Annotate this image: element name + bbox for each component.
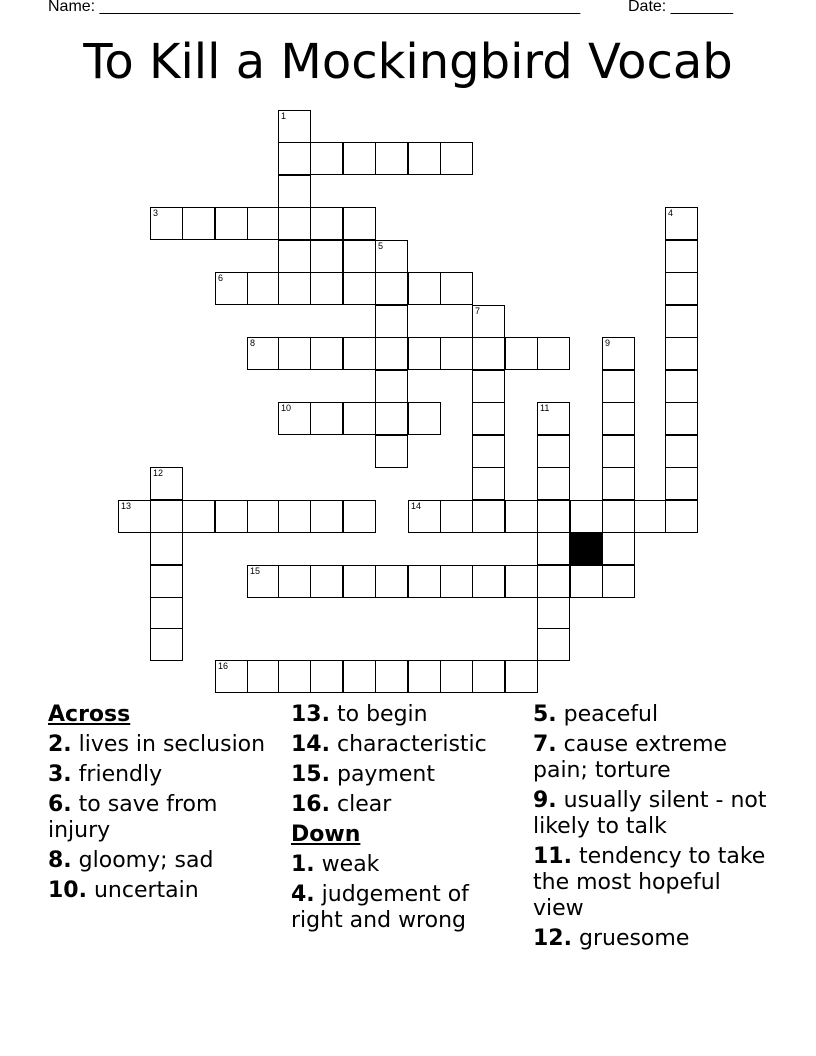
clue-number: 3 <box>153 208 159 218</box>
grid-cell[interactable] <box>472 337 505 370</box>
grid-cell[interactable] <box>665 337 698 370</box>
grid-cell[interactable] <box>665 500 698 533</box>
grid-cell[interactable] <box>665 402 698 435</box>
clue-number: 15 <box>250 566 261 576</box>
clue-down-12: 12. gruesome <box>533 926 690 951</box>
clue-number: 5 <box>378 241 384 251</box>
grid-cell[interactable] <box>537 532 570 565</box>
grid-cell[interactable] <box>150 532 183 565</box>
grid-cell[interactable] <box>310 240 343 273</box>
grid-cell[interactable] <box>278 272 311 305</box>
grid-cell[interactable] <box>375 435 408 468</box>
clue-number: 16 <box>218 661 229 671</box>
clue-number: 7 <box>475 306 481 316</box>
grid-cell[interactable] <box>278 240 311 273</box>
grid-cell[interactable] <box>150 500 183 533</box>
grid-cell[interactable] <box>310 207 343 240</box>
grid-cell[interactable] <box>215 660 248 693</box>
grid-cell[interactable] <box>247 337 280 370</box>
grid-cell[interactable] <box>505 500 538 533</box>
grid-cell[interactable] <box>537 500 570 533</box>
grid-cell[interactable] <box>278 402 311 435</box>
grid-cell[interactable] <box>472 565 505 598</box>
grid-cell[interactable] <box>665 467 698 500</box>
grid-cell[interactable] <box>375 240 408 273</box>
clue-number: 9 <box>605 338 611 348</box>
clue-column-1 <box>48 702 278 908</box>
grid-cell[interactable] <box>278 110 311 143</box>
grid-cell[interactable] <box>505 660 538 693</box>
clue-across-15: 15. payment <box>291 762 435 787</box>
grid-cell[interactable] <box>537 467 570 500</box>
grid-cell[interactable] <box>182 500 215 533</box>
grid-cell[interactable] <box>150 565 183 598</box>
clue-across-13: 13. to begin <box>291 702 428 727</box>
grid-cell[interactable] <box>537 435 570 468</box>
grid-cell[interactable] <box>278 500 311 533</box>
grid-cell[interactable] <box>505 565 538 598</box>
grid-cell[interactable] <box>408 272 441 305</box>
grid-cell[interactable] <box>278 337 311 370</box>
grid-cell[interactable] <box>472 435 505 468</box>
grid-cell[interactable] <box>505 337 538 370</box>
grid-cell[interactable] <box>343 240 376 273</box>
clue-number: 11 <box>540 403 550 413</box>
grid-cell[interactable] <box>310 500 343 533</box>
grid-cell[interactable] <box>472 660 505 693</box>
grid-cell[interactable] <box>537 337 570 370</box>
grid-cell[interactable] <box>665 435 698 468</box>
grid-cell[interactable] <box>602 467 635 500</box>
grid-cell[interactable] <box>665 272 698 305</box>
grid-cell[interactable] <box>570 565 603 598</box>
clue-down-4: 4. judgement of right and wrong <box>291 882 469 933</box>
grid-cell[interactable] <box>343 207 376 240</box>
across-heading: Across <box>48 702 131 727</box>
grid-cell[interactable] <box>343 142 376 175</box>
clue-column-2 <box>291 702 521 938</box>
grid-cell[interactable] <box>215 272 248 305</box>
clue-down-5: 5. peaceful <box>533 702 659 727</box>
name-field[interactable]: Name: ______________________________________________________ <box>48 0 581 15</box>
grid-cell[interactable] <box>602 435 635 468</box>
clue-number: 12 <box>153 468 164 478</box>
grid-cell[interactable] <box>247 207 280 240</box>
clue-number: 8 <box>250 338 256 348</box>
grid-cell[interactable] <box>634 500 667 533</box>
grid-cell[interactable] <box>343 565 376 598</box>
grid-cell[interactable] <box>343 660 376 693</box>
clue-across-16: 16. clear <box>291 792 392 817</box>
clue-number: 6 <box>218 273 224 283</box>
grid-cell[interactable] <box>310 272 343 305</box>
clue-number: 4 <box>668 208 674 218</box>
grid-cell[interactable] <box>278 565 311 598</box>
grid-cell[interactable] <box>408 660 441 693</box>
grid-cell[interactable] <box>602 402 635 435</box>
grid-cell[interactable] <box>537 628 570 661</box>
grid-cell[interactable] <box>440 337 473 370</box>
grid-cell[interactable] <box>375 272 408 305</box>
grid-cell[interactable] <box>182 207 215 240</box>
clue-down-9: 9. usually silent - not likely to talk <box>533 788 767 839</box>
grid-cell[interactable] <box>375 660 408 693</box>
grid-cell[interactable] <box>278 175 311 208</box>
clue-across-6: 6. to save from injury <box>48 792 218 843</box>
grid-cell[interactable] <box>602 565 635 598</box>
grid-cell[interactable] <box>570 500 603 533</box>
grid-cell[interactable] <box>408 142 441 175</box>
grid-cell[interactable] <box>150 207 183 240</box>
grid-cell[interactable] <box>602 532 635 565</box>
grid-cell[interactable] <box>537 565 570 598</box>
grid-cell[interactable] <box>310 660 343 693</box>
grid-cell[interactable] <box>408 402 441 435</box>
grid-cell[interactable] <box>440 500 473 533</box>
grid-cell[interactable] <box>472 305 505 338</box>
grid-cell[interactable] <box>247 500 280 533</box>
grid-cell[interactable] <box>408 565 441 598</box>
grid-cell[interactable] <box>343 272 376 305</box>
grid-cell[interactable] <box>278 142 311 175</box>
clue-down-7: 7. cause extreme pain; torture <box>533 732 728 783</box>
grid-cell[interactable] <box>665 240 698 273</box>
grid-cell[interactable] <box>247 565 280 598</box>
grid-cell[interactable] <box>310 402 343 435</box>
grid-cell[interactable] <box>602 370 635 403</box>
grid-cell[interactable] <box>440 272 473 305</box>
grid-cell[interactable] <box>537 402 570 435</box>
grid-cell[interactable] <box>440 142 473 175</box>
clue-number: 13 <box>121 501 132 511</box>
grid-cell[interactable] <box>310 565 343 598</box>
clue-across-3: 3. friendly <box>48 762 163 787</box>
clue-down-11: 11. tendency to take the most hopeful view <box>533 844 766 921</box>
clue-column-3 <box>533 702 773 956</box>
date-field[interactable]: Date: _______ <box>628 0 733 15</box>
grid-cell[interactable] <box>602 500 635 533</box>
grid-cell[interactable] <box>472 500 505 533</box>
down-heading: Down <box>291 822 361 847</box>
grid-cell[interactable] <box>310 142 343 175</box>
grid-cell[interactable] <box>472 402 505 435</box>
grid-cell[interactable] <box>150 597 183 630</box>
grid-cell[interactable] <box>375 142 408 175</box>
grid-cell[interactable] <box>472 370 505 403</box>
grid-cell[interactable] <box>343 337 376 370</box>
grid-cell[interactable] <box>278 207 311 240</box>
grid-cell[interactable] <box>247 660 280 693</box>
clue-across-8: 8. gloomy; sad <box>48 848 214 873</box>
grid-cell[interactable] <box>118 500 151 533</box>
clue-number: 14 <box>411 501 422 511</box>
page-title: To Kill a Mockingbird Vocab <box>83 34 733 90</box>
grid-cell[interactable] <box>375 305 408 338</box>
grid-cell[interactable] <box>343 500 376 533</box>
grid-cell[interactable] <box>375 402 408 435</box>
grid-cell[interactable] <box>408 500 441 533</box>
grid-cell[interactable] <box>150 628 183 661</box>
grid-cell[interactable] <box>247 272 280 305</box>
grid-cell[interactable] <box>310 337 343 370</box>
clue-across-10: 10. uncertain <box>48 878 199 903</box>
grid-cell[interactable] <box>665 207 698 240</box>
clue-across-14: 14. characteristic <box>291 732 487 757</box>
grid-cell[interactable] <box>215 207 248 240</box>
grid-cell[interactable] <box>537 597 570 630</box>
grid-cell[interactable] <box>375 337 408 370</box>
grid-cell[interactable] <box>150 467 183 500</box>
clue-number: 1 <box>281 111 287 121</box>
grid-cell[interactable] <box>408 337 441 370</box>
grid-cell[interactable] <box>602 337 635 370</box>
grid-cell[interactable] <box>375 565 408 598</box>
grid-cell[interactable] <box>278 660 311 693</box>
clue-number: 10 <box>281 403 292 413</box>
clue-across-2: 2. lives in seclusion <box>48 732 266 757</box>
grid-cell[interactable] <box>215 500 248 533</box>
grid-cell[interactable] <box>375 370 408 403</box>
grid-block <box>570 532 603 565</box>
grid-cell[interactable] <box>343 402 376 435</box>
grid-cell[interactable] <box>440 565 473 598</box>
grid-cell[interactable] <box>665 370 698 403</box>
clue-down-1: 1. weak <box>291 852 380 877</box>
grid-cell[interactable] <box>472 467 505 500</box>
grid-cell[interactable] <box>665 305 698 338</box>
grid-cell[interactable] <box>440 660 473 693</box>
